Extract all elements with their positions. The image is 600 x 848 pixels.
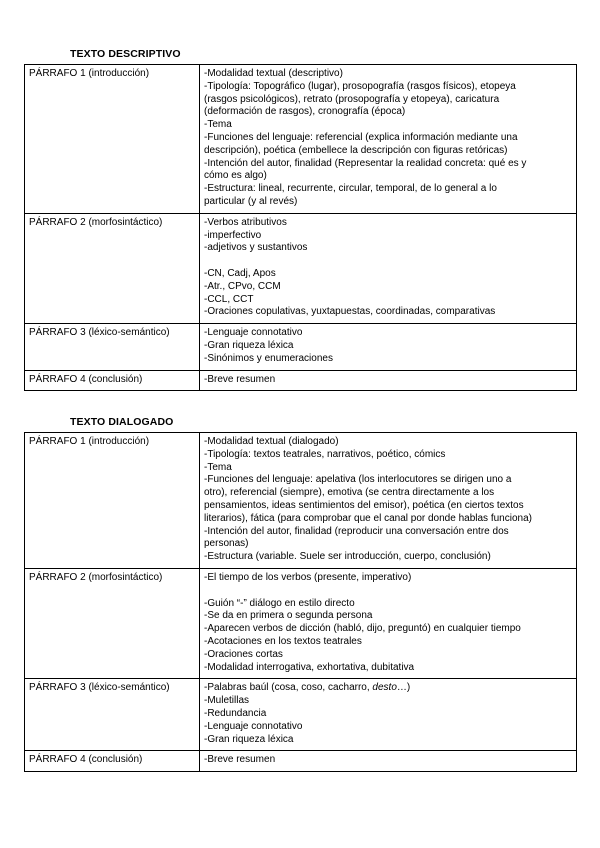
content-line: -Breve resumen — [204, 754, 276, 766]
table-row — [25, 370, 577, 391]
content-line: -Aparecen verbos de dicción (habló, dijo, preguntó) en cualquier tiempo — [204, 623, 521, 635]
content-line: -Modalidad textual (dialogado) — [204, 436, 339, 447]
content-line: -Modalidad interrogativa, exhortativa, dubitativa — [204, 661, 415, 673]
content-line: otro), referencial (siempre), emotiva (se centra directamente a los — [204, 487, 495, 499]
content-line: -Intención del autor, finalidad (Representar la realidad concreta: qué es y — [204, 157, 527, 169]
content-line: -Lenguaje connotativo — [204, 327, 303, 339]
content-line: -Verbos atributivos — [204, 216, 287, 228]
row-content — [200, 213, 577, 323]
row-content — [200, 679, 577, 751]
table-row — [25, 324, 577, 370]
table-descriptivo — [24, 64, 577, 391]
row-content — [200, 568, 577, 678]
section-title-descriptivo: TEXTO DESCRIPTIVO — [70, 48, 181, 60]
content-line: particular (y al revés) — [204, 195, 298, 207]
content-line: literarios), fática (para comprobar que el canal por donde hablas funciona) — [204, 512, 532, 524]
content-line: -adjetivos y sustantivos — [204, 242, 308, 254]
content-line: -Funciones del lenguaje: apelativa (los interlocutores se dirigen uno a — [204, 474, 512, 486]
content-line: -Sinónimos y enumeraciones — [204, 352, 333, 364]
content-line: -Estructura: lineal, recurrente, circular, temporal, de lo general a lo — [204, 183, 497, 195]
row-label: PÁRRAFO 1 (introducción) — [25, 433, 200, 569]
content-line: -Estructura (variable. Suele ser introducción, cuerpo, conclusión) — [204, 551, 491, 563]
content-line: -Tema — [204, 461, 232, 473]
content-line: -Modalidad textual (descriptivo) — [204, 68, 343, 79]
table-row — [25, 65, 577, 214]
row-content — [200, 65, 577, 214]
content-line: -Tipología: textos teatrales, narrativos, poético, cómics — [204, 448, 446, 460]
content-fragment: …) — [396, 682, 411, 694]
content-line: -Funciones del lenguaje: referencial (explica información mediante una — [204, 131, 518, 143]
row-label: PÁRRAFO 4 (conclusión) — [25, 370, 200, 391]
content-line: -Atr., CPvo, CCM — [204, 280, 281, 292]
content-line: -imperfectivo — [204, 229, 262, 241]
row-label: PÁRRAFO 1 (introducción) — [25, 65, 200, 214]
content-line: -Oraciones cortas — [204, 648, 283, 660]
content-line: -Redundancia — [204, 707, 267, 719]
row-content — [200, 751, 577, 772]
italic-fragment: desto — [372, 682, 397, 694]
content-line: descripción), poética (embellece la descripción con figuras retóricas) — [204, 144, 508, 156]
row-label: PÁRRAFO 4 (conclusión) — [25, 751, 200, 772]
content-line: -Acotaciones en los textos teatrales — [204, 635, 362, 647]
table-row — [25, 568, 577, 678]
content-line: cómo es algo) — [204, 170, 267, 182]
table-row — [25, 213, 577, 323]
table-row — [25, 679, 577, 751]
content-line: -CN, Cadj, Apos — [204, 267, 276, 279]
blank-line — [204, 255, 572, 268]
row-label: PÁRRAFO 3 (léxico-semántico) — [25, 679, 200, 751]
row-label: PÁRRAFO 2 (morfosintáctico) — [25, 568, 200, 678]
content-line: -Guión “-” diálogo en estilo directo — [204, 597, 355, 609]
table-row — [25, 751, 577, 772]
content-line: -Tipología: Topográfico (lugar), prosopografía (rasgos físicos), etopeya — [204, 80, 516, 92]
content-line: pensamientos, ideas sentimientos del emisor), poética (en ciertos textos — [204, 499, 524, 511]
content-line — [204, 682, 572, 695]
content-line: -El tiempo de los verbos (presente, imperativo) — [204, 571, 412, 583]
content-line: personas) — [204, 538, 249, 550]
row-content — [200, 370, 577, 391]
content-line: -Gran riqueza léxica — [204, 733, 294, 745]
table-dialogado — [24, 432, 577, 772]
content-line: -Intención del autor, finalidad (reproducir una conversación entre dos — [204, 525, 509, 537]
row-label: PÁRRAFO 3 (léxico-semántico) — [25, 324, 200, 370]
content-line: -CCL, CCT — [204, 293, 254, 305]
content-line: (deformación de rasgos), cronografía (época) — [204, 106, 406, 118]
content-line: -Muletillas — [204, 695, 250, 707]
content-line: -Se da en primera o segunda persona — [204, 610, 373, 622]
row-content — [200, 324, 577, 370]
content-fragment: -Palabras baúl (cosa, coso, cacharro, — [204, 682, 373, 694]
content-line: -Tema — [204, 119, 232, 131]
content-line: -Gran riqueza léxica — [204, 339, 294, 351]
content-line: -Lenguaje connotativo — [204, 720, 303, 732]
blank-line — [204, 585, 572, 598]
content-line: (rasgos psicológicos), retrato (prosopografía y etopeya), caricatura — [204, 93, 500, 105]
row-content — [200, 433, 577, 569]
content-line: -Oraciones copulativas, yuxtapuestas, coordinadas, comparativas — [204, 306, 496, 318]
section-title-dialogado: TEXTO DIALOGADO — [70, 416, 174, 428]
table-row — [25, 433, 577, 569]
content-line: -Breve resumen — [204, 373, 276, 385]
row-label: PÁRRAFO 2 (morfosintáctico) — [25, 213, 200, 323]
